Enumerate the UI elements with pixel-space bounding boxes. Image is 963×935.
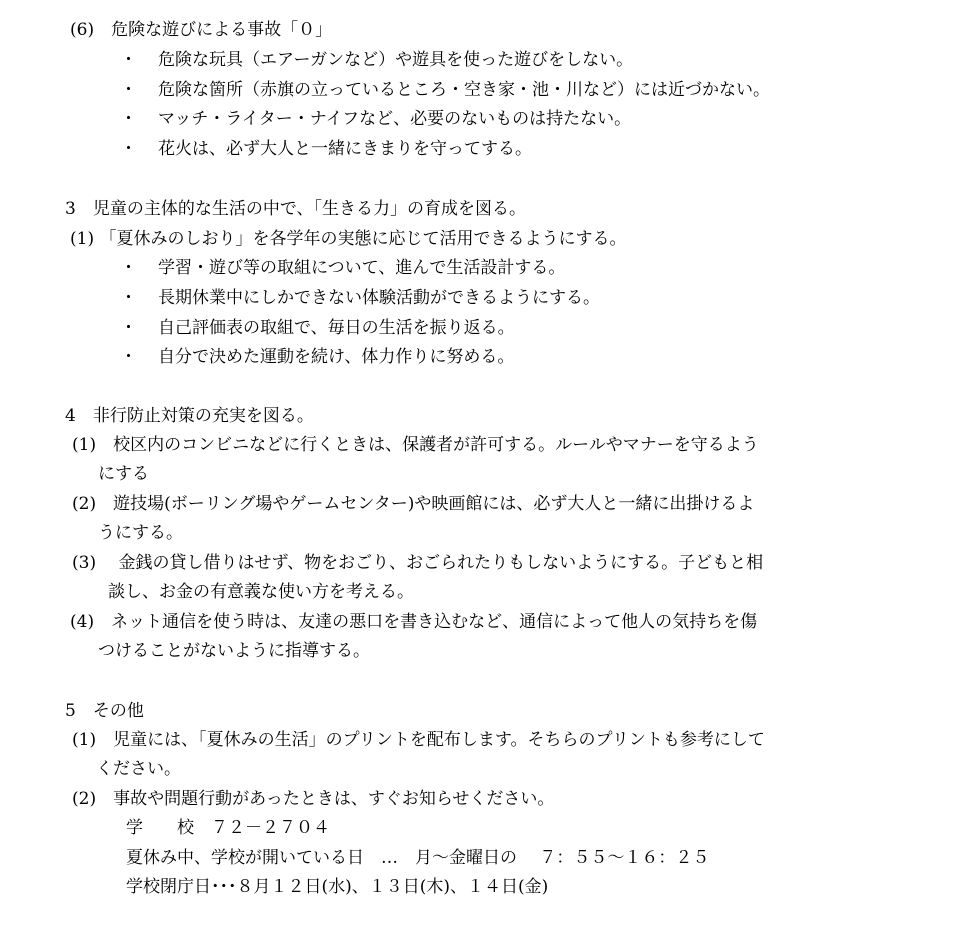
list-item-text: 自己評価表の取組で、毎日の生活を振り返る。 xyxy=(158,318,515,338)
section6-heading: (6) 危険な遊びによる事故「０」 xyxy=(70,20,333,40)
section4-p3-line1: (3) 金銭の貸し借りはせず、物をおごり、おごられたりもしないようにする。子どもと相 xyxy=(72,553,764,573)
list-item-text: 危険な玩具（エアーガンなど）や遊具を使った遊びをしない。 xyxy=(158,50,634,70)
bullet-icon: ・ xyxy=(120,109,137,129)
list-item-text: マッチ・ライター・ナイフなど、必要のないものは持たない。 xyxy=(158,109,632,129)
bullet-icon: ・ xyxy=(120,318,137,338)
list-item-text: 自分で決めた運動を続け、体力作りに努める。 xyxy=(158,347,515,367)
bullet-icon: ・ xyxy=(120,50,137,70)
section3-heading: 3 児童の主体的な生活の中で、「生きる力」の育成を図る。 xyxy=(65,199,526,219)
list-item xyxy=(120,287,600,309)
bullet-icon: ・ xyxy=(120,347,137,367)
list-item xyxy=(120,257,565,279)
section4-p4-line2: つけることがないように指導する。 xyxy=(98,641,370,661)
list-item-text: 花火は、必ず大人と一緒にきまりを守ってする。 xyxy=(158,139,532,159)
list-item xyxy=(120,79,770,101)
list-item xyxy=(120,108,631,130)
list-item-text: 学習・遊び等の取組について、進んで生活設計する。 xyxy=(158,258,566,278)
list-item xyxy=(120,138,532,160)
contact-open-days: 夏休み中、学校が開いている日 … 月～金曜日の ７：５５～１６：２５ xyxy=(126,848,710,868)
section4-p1-line2: にする xyxy=(98,464,149,484)
bullet-icon: ・ xyxy=(120,80,137,100)
list-item-text: 長期休業中にしかできない体験活動ができるようにする。 xyxy=(158,288,600,308)
section3-sub1: (1) 「夏休みのしおり」を各学年の実態に応じて活用できるようにする。 xyxy=(70,229,627,249)
section5-heading: 5 その他 xyxy=(65,701,144,721)
section4-p2-line2: うにする。 xyxy=(98,523,183,543)
section4-p1-line1: (1) 校区内のコンビニなどに行くときは、保護者が許可する。ルールやマナーを守るよう xyxy=(72,435,759,455)
section4-p3-line2: 談し、お金の有意義な使い方を考える。 xyxy=(108,582,414,602)
list-item xyxy=(120,49,633,71)
bullet-icon: ・ xyxy=(120,258,137,278)
section4-heading: 4 非行防止対策の充実を図る。 xyxy=(65,406,314,426)
section5-p1-line1: (1) 児童には、「夏休みの生活」のプリントを配布します。そちらのプリントも参考にして xyxy=(72,730,765,750)
list-item xyxy=(120,317,515,339)
section4-p4-line1: (4) ネット通信を使う時は、友達の悪口を書き込むなど、通信によって他人の気持ちを傷 xyxy=(70,612,758,632)
bullet-icon: ・ xyxy=(120,288,137,308)
list-item xyxy=(120,346,514,368)
section4-p2-line1: (2) 遊技場(ボーリング場やゲームセンター)や映画館には、必ず大人と一緒に出掛けるよ xyxy=(72,494,755,514)
section5-p2: (2) 事故や問題行動があったときは、すぐお知らせください。 xyxy=(72,789,555,809)
list-item-text: 危険な箇所（赤旗の立っているところ・空き家・池・川など）には近づかない。 xyxy=(158,80,770,100)
contact-closed-days: 学校閉庁日･･･８月１２日(水)、１３日(木)、１４日(金) xyxy=(126,877,549,897)
section5-p1-line2: ください。 xyxy=(96,759,181,779)
contact-school-phone: 学 校 ７２－２７０４ xyxy=(126,818,330,838)
bullet-icon: ・ xyxy=(120,139,137,159)
